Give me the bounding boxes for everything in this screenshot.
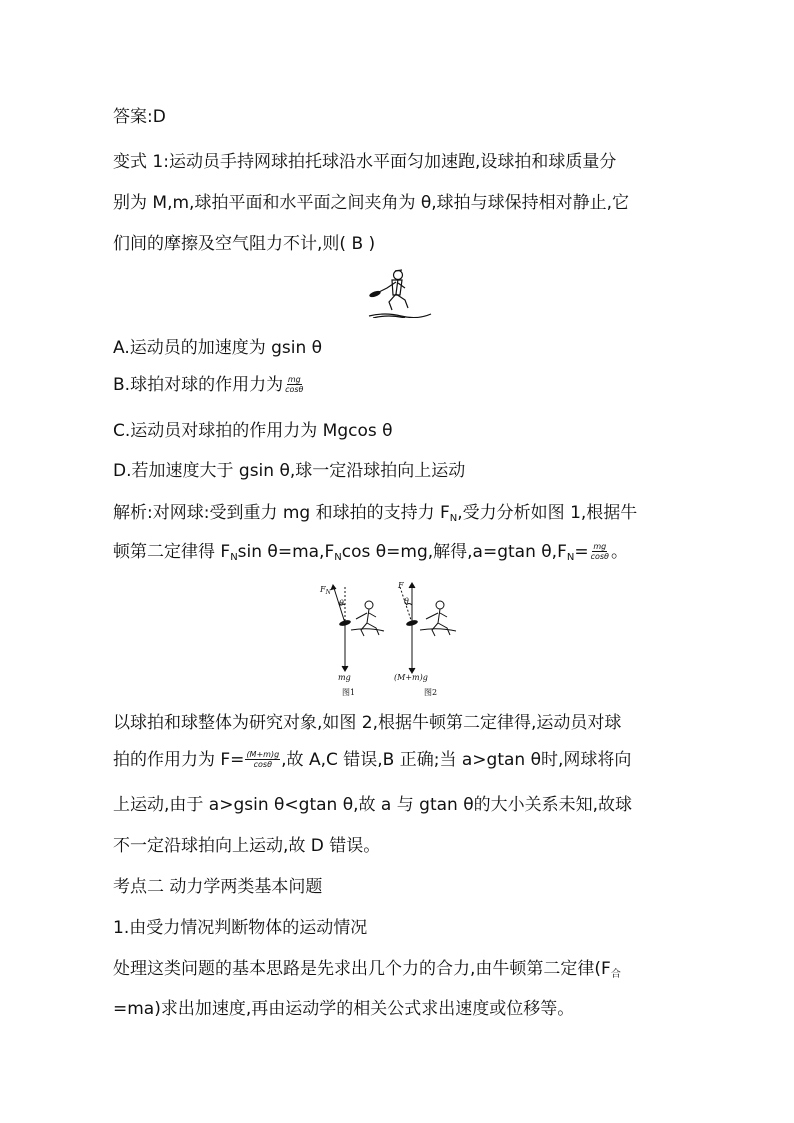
analysis-text: sin θ=ma,F [237, 542, 335, 562]
theta-label-1: θ [339, 599, 344, 608]
theta-label-2: θ [404, 597, 409, 606]
mmg-label: (M+m)g [394, 673, 428, 682]
option-c: C.运动员对球拍的作用力为 Mgcos θ [113, 421, 393, 441]
subscript: 合 [610, 969, 621, 980]
analysis-text: cos θ=mg,解得,a=gtan θ,F [341, 542, 567, 562]
analysis-text: 。 [610, 542, 628, 562]
analysis-text: ,受力分析如图 1,根据牛 [457, 503, 638, 523]
fraction-denominator: cosθ [590, 551, 609, 561]
variant-line-3: 们间的摩擦及空气阻力不计,则( B ) [113, 234, 376, 254]
subscript: N [449, 513, 458, 524]
analysis-line-1 [113, 502, 637, 530]
option-a: A.运动员的加速度为 gsin θ [113, 338, 323, 358]
analysis-text: 顿第二定律得 F [113, 542, 231, 562]
paragraph2-line-4: 不一定沿球拍向上运动,故 D 错误。 [113, 836, 381, 856]
fraction-numerator: mg [287, 374, 301, 384]
mg-label: mg [338, 673, 351, 682]
runner-illustration [365, 266, 435, 318]
variant-line-1: 变式 1:运动员手持网球拍托球沿水平面匀加速跑,设球拍和球质量分 [113, 152, 617, 172]
section-heading: 考点二 动力学两类基本问题 [113, 877, 323, 897]
subscript: N [230, 552, 238, 563]
force-diagram-svg [318, 573, 478, 703]
force-diagrams [318, 573, 478, 703]
fn-subscript: N [325, 589, 331, 596]
option-b-text: B.球拍对球的作用力为 [113, 375, 284, 395]
fraction-denominator: cosθ [253, 759, 272, 769]
fraction-denominator: cosθ [285, 384, 304, 394]
analysis-text: 解析:对网球:受到重力 mg 和球拍的支持力 F [113, 503, 450, 523]
paragraph2-line-3: 上运动,由于 a>gsin θ<gtan θ,故 a 与 gtan θ的大小关系未知,故球 [113, 795, 633, 815]
option-d: D.若加速度大于 gsin θ,球一定沿球拍向上运动 [113, 461, 466, 481]
paragraph-text: ,故 A,C 错误,B 正确;当 a>gtan θ时,网球将向 [281, 750, 632, 770]
fraction [590, 542, 610, 561]
analysis-line-2 [113, 541, 628, 569]
subscript: N [334, 552, 342, 563]
option-b-fraction [284, 375, 304, 394]
paragraph-text: 处理这类问题的基本思路是先求出几个力的合力,由牛顿第二定律(F [113, 959, 611, 979]
variant-line-2: 别为 M,m,球拍平面和水平面之间夹角为 θ,球拍与球保持相对静止,它 [113, 193, 630, 213]
subscript: N [566, 552, 575, 563]
paragraph2-line-2 [113, 749, 631, 771]
paragraph2-line-1: 以球拍和球整体为研究对象,如图 2,根据牛顿第二定律得,运动员对球 [113, 713, 622, 733]
figure-1-caption: 图1 [342, 688, 356, 697]
option-b [113, 374, 305, 396]
section-paragraph-line-1 [113, 958, 621, 986]
section-subheading: 1.由受力情况判断物体的运动情况 [113, 918, 368, 938]
fraction [245, 750, 280, 769]
figure-2-caption: 图2 [424, 688, 438, 697]
fraction-numerator: (M+m)g [246, 749, 280, 759]
fraction-numerator: mg [593, 541, 607, 551]
analysis-text: = [574, 542, 589, 562]
f-label: F [398, 581, 404, 590]
section-paragraph-line-2: =ma)求出加速度,再由运动学的相关公式求出速度或位移等。 [113, 999, 575, 1019]
fn-label [320, 585, 331, 596]
answer-line: 答案:D [113, 107, 166, 127]
fn-label-text: F [320, 585, 326, 594]
paragraph-text: 拍的作用力为 F= [113, 750, 245, 770]
